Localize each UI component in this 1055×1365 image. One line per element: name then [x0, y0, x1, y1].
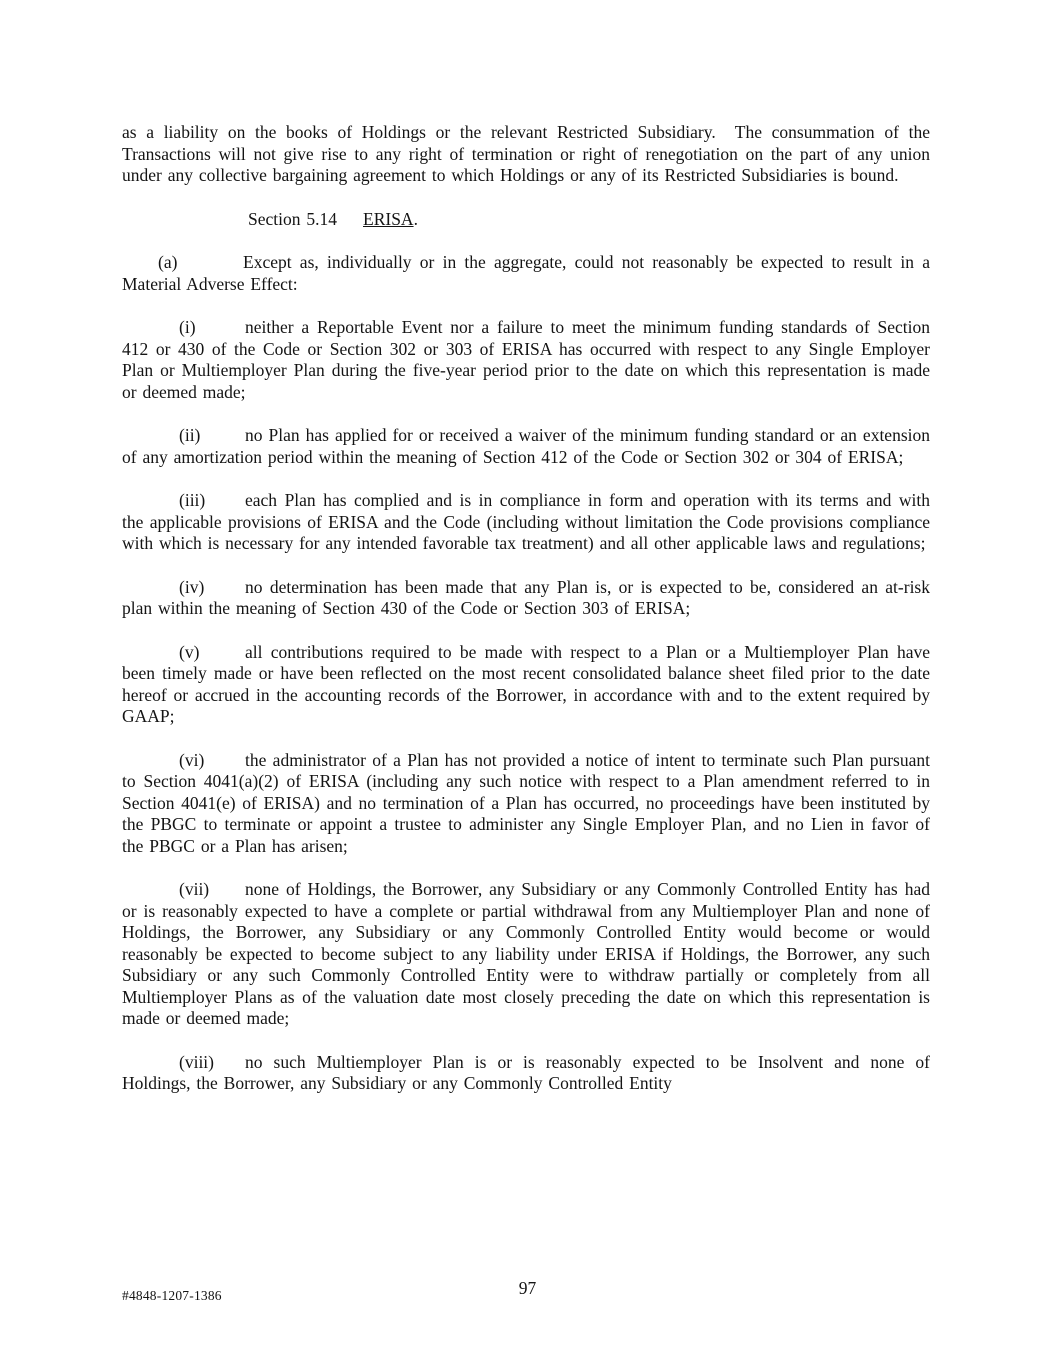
clause-label: (iv)	[179, 576, 205, 597]
subsection-a-paragraph	[122, 252, 930, 295]
clause-paragraph	[122, 490, 930, 555]
clause-text: neither a Reportable Event nor a failure to meet the minimum funding standards of Section 412 or 430 of the Code or Section 302 or 303 of ERISA has occurred with respect to any Single Employer Plan or Multiemployer Plan during the five-year period prior to the date on which this representation is made or deemed made;	[122, 317, 930, 402]
section-number: Section 5.14	[248, 208, 337, 229]
intro-paragraph: as a liability on the books of Holdings or the relevant Restricted Subsidiary. The consummation of the Transactions will not give rise to any right of termination or right of renegotiation on the part of any union under any collective bargaining agreement to which Holdings or any of its Restricted Subsidiaries is bound.	[122, 122, 930, 185]
clause-paragraph	[122, 425, 930, 468]
page-number: 97	[518, 1278, 537, 1298]
clause-paragraph	[122, 577, 930, 620]
clause-text: no such Multiemployer Plan is or is reasonably expected to be Insolvent and none of Holdings, the Borrower, any Subsidiary or any Commonly Controlled Entity	[122, 1051, 930, 1093]
clause-label: (viii)	[179, 1051, 214, 1072]
clause-paragraph	[122, 642, 930, 728]
subsection-a-label: (a)	[158, 252, 178, 272]
clause-paragraph	[122, 317, 930, 403]
clause-text: the administrator of a Plan has not provided a notice of intent to terminate such Plan pursuant to Section 4041(a)(2) of ERISA (including any such notice with respect to a Plan amendment referred to in Section 4041(e) of ERISA) and no termination of a Plan has occurred, no proceedings have been instituted by the PBGC to terminate or appoint a trustee to administer any Single Employer Plan, and no Lien in favor of the PBGC or a Plan has arisen;	[122, 749, 930, 856]
subsection-a-text: Except as, individually or in the aggregate, could not reasonably be expected to result in a Material Adverse Effect:	[122, 252, 930, 294]
section-title-period: .	[413, 208, 418, 229]
section-title: ERISA	[363, 208, 414, 229]
page-footer	[0, 1278, 1055, 1310]
clause-paragraph	[122, 1052, 930, 1095]
document-number: #4848-1207-1386	[122, 1288, 222, 1303]
clause-text: all contributions required to be made with respect to a Plan or a Multiemployer Plan have been timely made or have been reflected on the most recent consolidated balance sheet filed prior to the date hereof or accrued in the accounting records of the Borrower, in accordance with and to the extent required by GAAP;	[122, 641, 930, 726]
clause-label: (vii)	[179, 879, 210, 899]
clause-label: (i)	[179, 317, 196, 337]
document-body	[122, 122, 930, 1095]
clause-text: no Plan has applied for or received a waiver of the minimum funding standard or an extension of any amortization period within the meaning of Section 412 of the Code or Section 302 or 304 of ERISA;	[122, 425, 930, 467]
clause-label: (iii)	[179, 490, 206, 510]
clause-paragraph	[122, 879, 930, 1030]
clause-label: (vi)	[179, 749, 205, 770]
clause-label: (ii)	[179, 425, 201, 445]
clause-list	[122, 317, 930, 1095]
section-heading	[122, 209, 930, 231]
clause-text: none of Holdings, the Borrower, any Subsidiary or any Commonly Controlled Entity has had or is reasonably expected to have a complete or partial withdrawal from any Multiemployer Plan and none of Holdings, the Borrower, any Subsidiary or any Commonly Controlled Entity would become or would reasonably be expected to become subject to any liability under ERISA if Holdings, the Borrower, any such Subsidiary or any such Commonly Controlled Entity were to withdraw partially or completely from all Multiemployer Plans as of the valuation date most closely preceding the date on which this representation is made or deemed made;	[122, 879, 930, 1028]
clause-label: (v)	[179, 641, 200, 662]
clause-text: each Plan has complied and is in compliance in form and operation with its terms and with the applicable provisions of ERISA and the Code (including without limitation the Code provisions compliance with which is necessary for any intended favorable tax treatment) and all other applicable laws and regulations;	[122, 490, 930, 553]
clause-paragraph	[122, 750, 930, 858]
clause-text: no determination has been made that any Plan is, or is expected to be, considered an at-risk plan within the meaning of Section 430 of the Code or Section 303 of ERISA;	[122, 576, 930, 618]
